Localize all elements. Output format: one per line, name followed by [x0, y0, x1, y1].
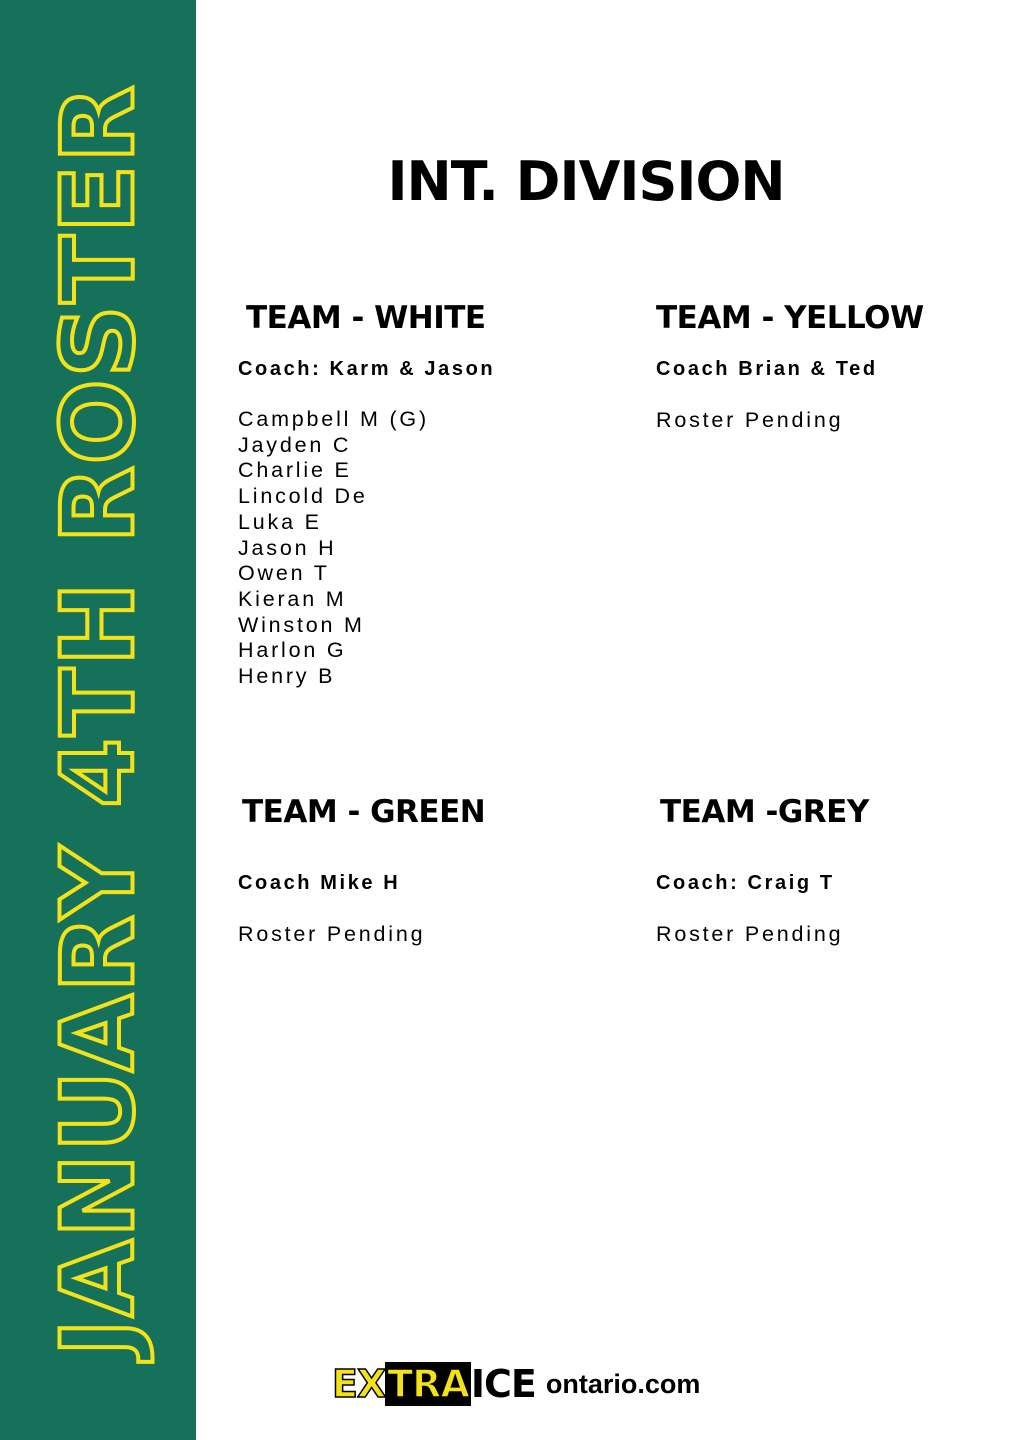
team-name: TEAM -GREY	[660, 794, 869, 830]
site-name: ontario.com	[545, 1368, 701, 1399]
coach-label: Coach: Karm & Jason	[238, 358, 496, 380]
player-name: Owen T	[238, 561, 330, 586]
roster-status: Roster Pending	[238, 922, 426, 946]
player-name: Jayden C	[238, 432, 352, 457]
coach-label: Coach Mike H	[238, 872, 401, 894]
team-yellow	[656, 300, 924, 432]
coach-label: Coach Brian & Ted	[656, 358, 878, 380]
sidebar	[0, 0, 196, 1440]
roster-date-title: JANUARY 4TH ROSTER	[39, 83, 157, 1357]
player-name: Charlie E	[238, 458, 352, 483]
team-name: TEAM - GREEN	[242, 794, 486, 830]
team-grey	[656, 794, 869, 946]
roster-status: Roster Pending	[656, 408, 844, 432]
player-name: Campbell M (G)	[238, 407, 429, 431]
player-name: Kieran M	[238, 586, 347, 611]
player-name: Jason H	[238, 535, 337, 560]
extraice-logo: EXTRAICE	[332, 1362, 536, 1406]
division-title: INT. DIVISION	[387, 150, 785, 213]
team-name: TEAM - WHITE	[246, 300, 486, 336]
player-name: Henry B	[238, 664, 336, 689]
team-green	[238, 794, 486, 946]
footer	[332, 1362, 700, 1406]
team-white	[238, 300, 496, 689]
player-list	[238, 407, 429, 690]
player-name: Winston M	[238, 612, 365, 637]
coach-label: Coach: Craig T	[656, 872, 835, 894]
player-name: Lincold De	[238, 484, 368, 509]
team-name: TEAM - YELLOW	[656, 300, 924, 336]
player-name: Harlon G	[238, 638, 347, 663]
roster-status: Roster Pending	[656, 922, 844, 946]
player-name: Luka E	[238, 509, 322, 534]
